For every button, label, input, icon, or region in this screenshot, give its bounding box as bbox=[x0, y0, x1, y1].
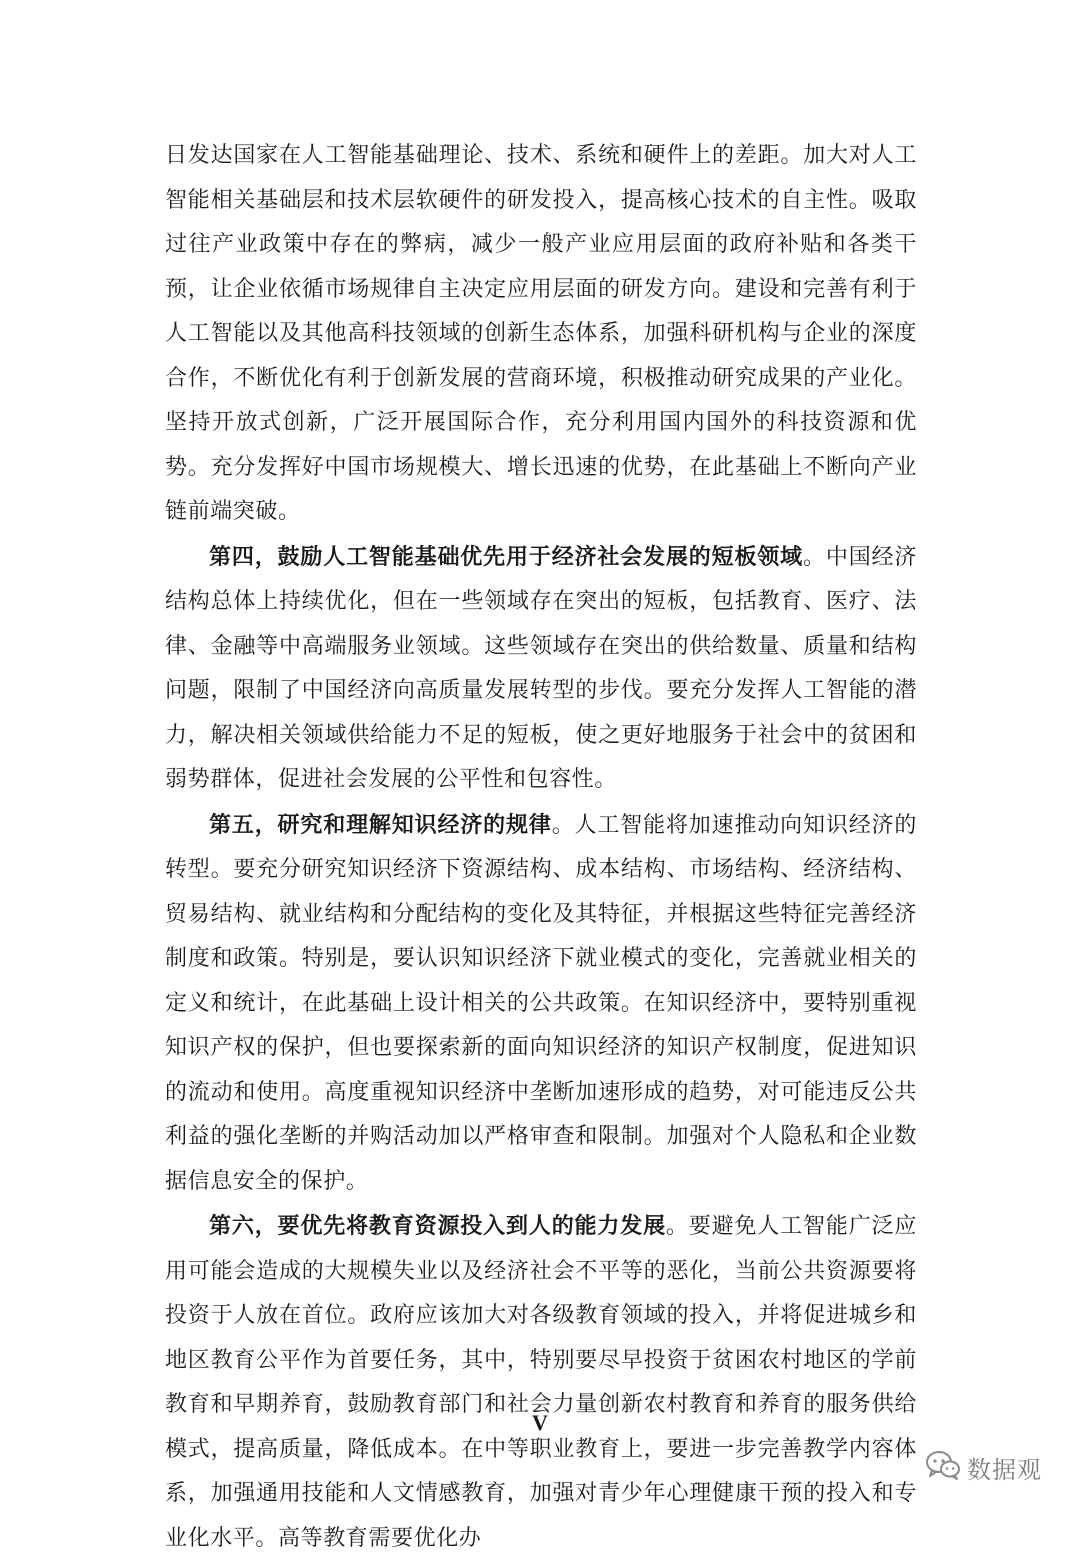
body-text bbox=[165, 134, 917, 1561]
watermark-text: 数据观 bbox=[967, 1455, 1042, 1484]
paragraph-body: 。要避免人工智能广泛应用可能会造成的大规模失业以及经济社会不平等的恶化，当前公共资源要将投资于人放在首位。政府应该加大对各级教育领域的投入，并将促进城乡和地区教育公平作为首要任务，其中，特别要尽早投资于贫困农村地区的学前教育和早期养育，鼓励教育部门和社会力量创新农村教育和养育的服务供给模式，提高质量，降低成本。在中等职业教育上，要进一步完善教学内容体系，加强通用技能和人文情感教育，加强对青少年心理健康干预的投入和专业化水平。高等教育需要优化办 bbox=[165, 1214, 917, 1551]
paragraph-continuation bbox=[165, 134, 917, 535]
paragraph-fifth bbox=[165, 803, 917, 1205]
paragraph-body: 日发达国家在人工智能基础理论、技术、系统和硬件上的差距。加大对人工智能相关基础层和技术层软硬件的研发投入，提高核心技术的自主性。吸取过往产业政策中存在的弊病，减少一般产业应用层面的政府补贴和各类干预，让企业依循市场规律自主决定应用层面的研发方向。建设和完善有利于人工智能以及其他高科技领域的创新生态体系，加强科研机构与企业的深度合作，不断优化有利于创新发展的营商环境，积极推动研究成果的产业化。坚持开放式创新，广泛开展国际合作，充分利用国内国外的科技资源和优势。充分发挥好中国市场规模大、增长迅速的优势，在此基础上不断向产业链前端突破。 bbox=[165, 143, 917, 524]
paragraph-heading: 第四，鼓励人工智能基础优先用于经济社会发展的短板领域 bbox=[209, 543, 803, 570]
paragraph-body: 。中国经济结构总体上持续优化，但在一些领域存在突出的短板，包括教育、医疗、法律、金融等中高端服务业领域。这些领域存在突出的供给数量、质量和结构问题，限制了中国经济向高质量发展转型的步伐。要充分发挥人工智能的潜力，解决相关领域供给能力不足的短板，使之更好地服务于社会中的贫困和弱势群体，促进社会发展的公平性和包容性。 bbox=[165, 544, 917, 792]
paragraph-sixth bbox=[165, 1204, 917, 1561]
watermark bbox=[925, 1447, 1042, 1487]
paragraph-heading: 第五，研究和理解知识经济的规律 bbox=[209, 811, 552, 838]
paragraph-body: 。人工智能将加速推动向知识经济的转型。要充分研究知识经济下资源结构、成本结构、市场结构、经济结构、贸易结构、就业结构和分配结构的变化及其特征，并根据这些特征完善经济制度和政策。特别是，要认识知识经济下就业模式的变化，完善就业相关的定义和统计，在此基础上设计相关的公共政策。在知识经济中，要特别重视知识产权的保护，但也要探索新的面向知识经济的知识产权制度，促进知识的流动和使用。高度重视知识经济中垄断加速形成的趋势，对可能违反公共利益的强化垄断的并购活动加以严格审查和限制。加强对个人隐私和企业数据信息安全的保护。 bbox=[165, 812, 917, 1194]
paragraph-fourth bbox=[165, 535, 917, 803]
wechat-icon bbox=[925, 1449, 961, 1485]
page-number: V bbox=[532, 1410, 548, 1435]
paragraph-heading: 第六，要优先将教育资源投入到人的能力发展 bbox=[209, 1213, 666, 1239]
